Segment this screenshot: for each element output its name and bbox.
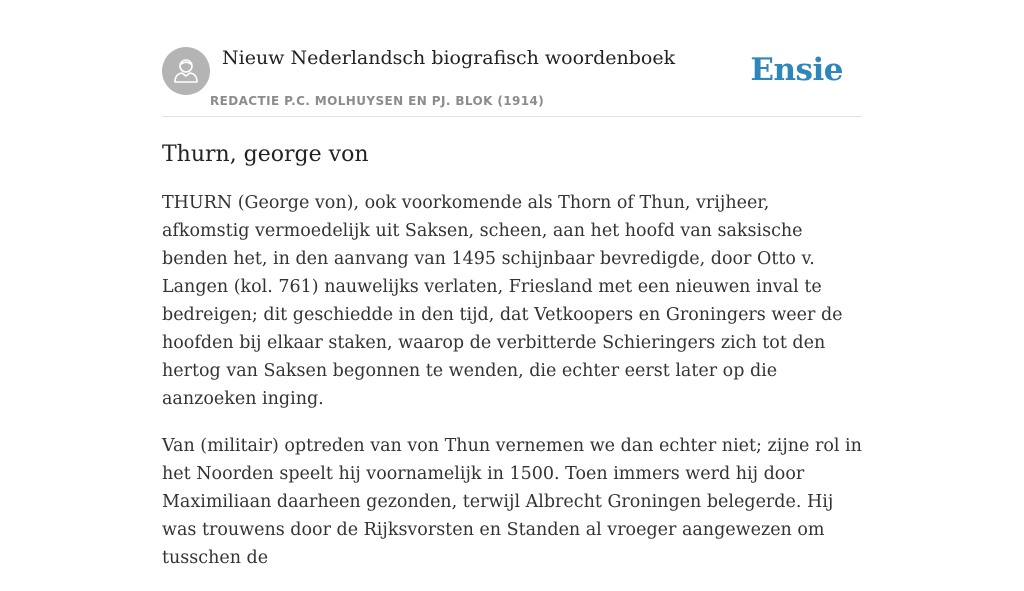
- ensie-logo-link[interactable]: Ensie: [750, 52, 843, 88]
- user-icon: [162, 47, 210, 95]
- source-subtitle: REDACTIE P.C. MOLHUYSEN EN PJ. BLOK (1914): [210, 94, 545, 108]
- entry-paragraph-1: THURN (George von), ook voorkomende als Thorn of Thun, vrijheer, afkomstig vermoedelijk uit Saksen, scheen, aan het hoofd van saksische benden het, in den aanvang van 1495 schijnbaar bevredigde, door Otto v. Langen (kol. 761) nauwelijks verlaten, Friesland met een nieuwen inval te bedreigen; dit geschiedde in den tijd, dat Vetkoopers en Groningers weer de hoofden bij elkaar staken, waarop de verbitterde Schieringers zich tot den hertog van Saksen begonnen te wenden, die echter eerst later op die aanzoeken inging.: [162, 193, 843, 409]
- entry-title: Thurn, george von: [162, 142, 369, 167]
- entry-content: [162, 138, 862, 591]
- source-title[interactable]: Nieuw Nederlandsch biografisch woordenboek: [222, 47, 676, 69]
- entry-paragraph-2: Van (militair) optreden van von Thun vernemen we dan echter niet; zijne rol in het Noorden speelt hij voornamelijk in 1500. Toen immers werd hij door Maximiliaan daarheen gezonden, terwijl Albrecht Groningen belegerde. Hij was trouwens door de Rijksvorsten en Standen al vroeger aangewezen om tusschen de: [162, 436, 862, 568]
- source-header: [162, 44, 862, 117]
